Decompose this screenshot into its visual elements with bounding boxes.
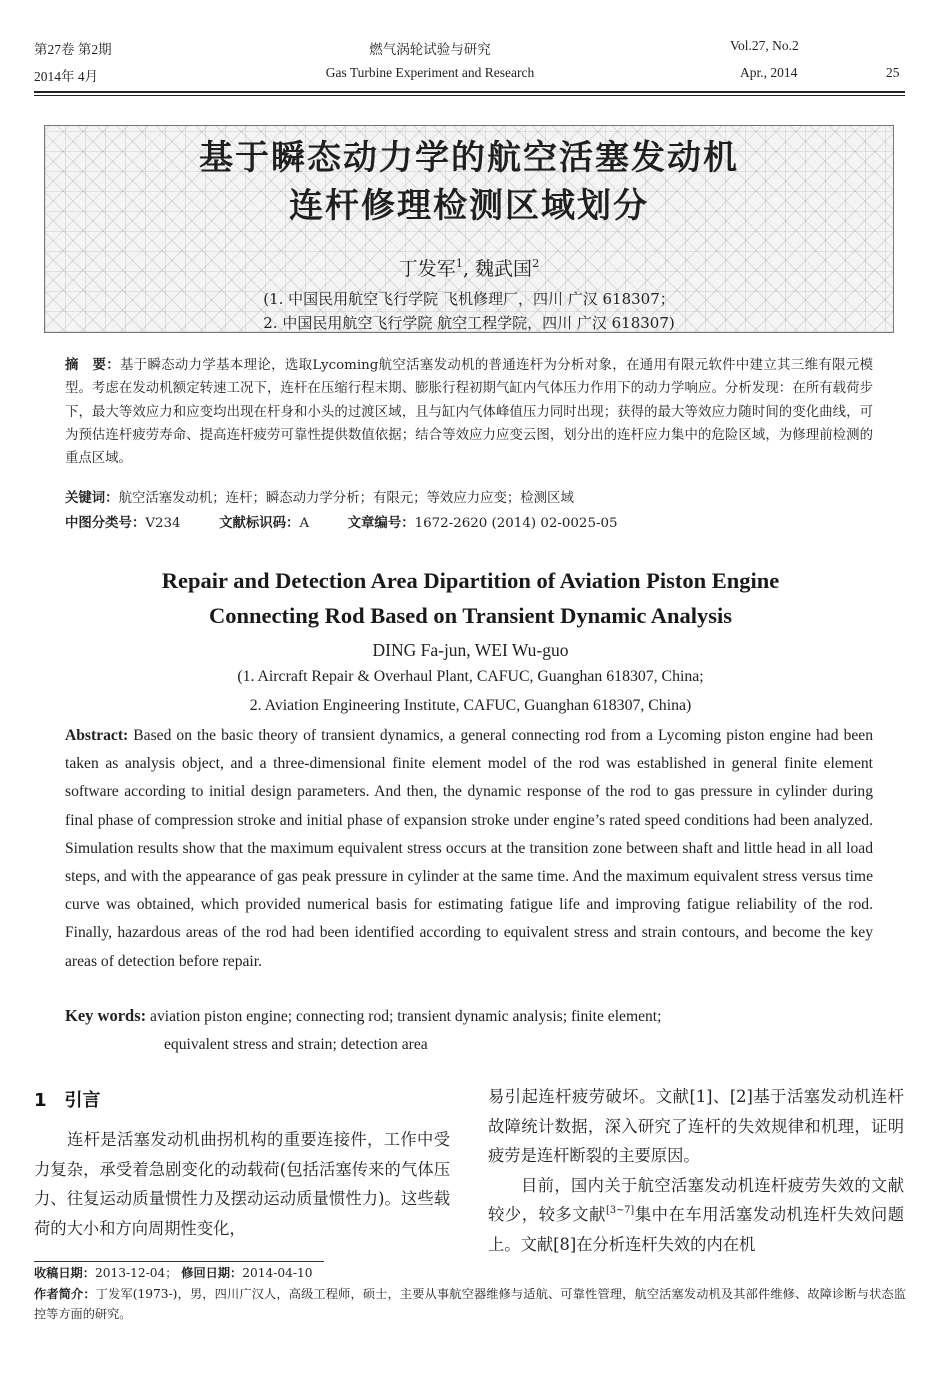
author-cn-1-sup: 1 — [455, 256, 463, 271]
keywords-cn-label: 关键词： — [65, 491, 119, 506]
bio-text: 丁发军(1973-)，男，四川广汉人，高级工程师，硕士，主要从事航空器维修与适航、可靠性管理，航空活塞发动机及其部件维修、故障诊断与状态监控等方面的研究。 — [34, 1287, 906, 1321]
affiliation-cn-1: (1. 中国民用航空飞行学院 飞机修理厂，四川 广汉 618307； — [263, 290, 675, 308]
author-cn-sep: , — [462, 258, 476, 280]
header-date-en: Apr., 2014 — [740, 65, 798, 80]
header-rule-thin — [34, 95, 905, 96]
revised-label: 修回日期： — [181, 1266, 243, 1280]
body-right-paragraph-2a: 目前，国内关于航空活塞发动机连杆疲劳失效的文献较少，较多文献 — [488, 1175, 904, 1224]
authors-en: DING Fa-jun, WEI Wu-guo — [372, 640, 569, 660]
bio-label: 作者简介： — [34, 1287, 96, 1301]
header-volume-en: Vol.27, No.2 — [730, 38, 799, 53]
affiliation-cn-2: 2. 中国民用航空飞行学院 航空工程学院，四川 广汉 618307) — [263, 314, 675, 332]
article-no-label: 文章编号： — [347, 516, 415, 531]
title-en-line1: Repair and Detection Area Dipartition of Aviation Piston Engine — [161, 568, 780, 593]
classification-line — [65, 512, 618, 531]
revised-date: 2014-04-10 — [242, 1266, 313, 1280]
section-1-heading: 1 引言 — [34, 1090, 101, 1111]
author-cn-2: 魏武国 — [475, 258, 533, 280]
title-en-line2: Connecting Rod Based on Transient Dynamic Analysis — [208, 603, 732, 628]
body-left-paragraph: 连杆是活塞发动机曲拐机构的重要连接件，工作中受力复杂，承受着急剧变化的动载荷(包括活塞传来的气体压力、往复运动质量惯性力及摆动运动质量惯性力)。这些载荷的大小和方向周期性变化， — [34, 1130, 450, 1238]
abstract-en — [65, 722, 873, 976]
header-journal-cn: 燃气涡轮试验与研究 — [369, 42, 491, 57]
authors-cn — [45, 254, 893, 281]
affiliation-en-2: 2. Aviation Engineering Institute, CAFUC, Guanghan 618307, China) — [249, 697, 692, 714]
received-label: 收稿日期： — [34, 1266, 95, 1280]
footnote-bio — [34, 1285, 906, 1324]
abstract-cn-text: 基于瞬态动力学基本理论，选取Lycoming航空活塞发动机的普通连杆为分析对象，在通用有限元软件中建立其三维有限元模型。考虑在发动机额定转速工况下，连杆在压缩行程末期、膨胀行程初期气缸内气体压力作用下的动力学响应。分析发现：在所有载荷步下，最大等效应力和应变均出现在杆身和小头的过渡区域，且与缸内气体峰值压力同时出现；获得的最大等效应力随时间的变化曲线，可为预估连杆疲劳寿命、提高连杆疲劳可靠性提供数值依据；结合等效应力应变云图，划分出的连杆应力集中的危险区域，为修理前检测的重点区域。 — [65, 358, 873, 467]
header-volume-cn: 第27卷 第2期 — [34, 42, 112, 57]
keywords-en-line2: equivalent stress and strain; detection area — [164, 1036, 428, 1053]
doc-code-label: 文献标识码： — [219, 516, 300, 531]
received-date: 2013-12-04； — [94, 1266, 178, 1280]
doc-code-value: A — [299, 516, 310, 531]
abstract-cn-label: 摘 要： — [65, 358, 120, 373]
footnote-rule — [34, 1261, 324, 1262]
footnote-dates — [34, 1264, 313, 1284]
keywords-cn-text: 航空活塞发动机；连杆；瞬态动力学分析；有限元；等效应力应变；检测区域 — [118, 491, 574, 506]
abstract-en-label: Abstract: — [65, 727, 129, 744]
title-box — [44, 125, 894, 333]
keywords-en-label: Key words: — [65, 1006, 147, 1025]
body-right-paragraph-2 — [488, 1171, 904, 1260]
header-date-cn: 2014年 4月 — [34, 69, 99, 84]
header-journal-en: Gas Turbine Experiment and Research — [325, 65, 535, 80]
title-cn-line2: 连杆修理检测区域划分 — [289, 186, 649, 226]
keywords-en-line1: aviation piston engine; connecting rod; transient dynamic analysis; finite element; — [150, 1008, 662, 1025]
header-page-number: 25 — [886, 65, 900, 80]
title-cn-line1: 基于瞬态动力学的航空活塞发动机 — [199, 138, 739, 178]
body-right-paragraph-1: 易引起连杆疲劳破坏。文献[1]、[2]基于活塞发动机连杆故障统计数据，深入研究了连杆的失效规律和机理，证明疲劳是连杆断裂的主要原因。 — [488, 1087, 904, 1165]
affiliation-en-1: (1. Aircraft Repair & Overhaul Plant, CAFUC, Guanghan 618307, China; — [237, 668, 704, 685]
body-right-paragraph-2b: 集中在车用活塞发动机连杆失效问题上。文献[8]在分析连杆失效的内在机 — [488, 1205, 904, 1254]
body-right-column — [488, 1082, 904, 1259]
header-rule — [34, 91, 905, 93]
keywords-en — [65, 1006, 661, 1026]
keywords-cn — [65, 487, 574, 506]
abstract-en-text: Based on the basic theory of transient dynamics, a general connecting rod from a Lycoming piston engine had been taken as analysis object, and a three-dimensional finite element model of the rod was established in general finite element software according to initial design parameters. And then, the dynamic response of the rod to gas pressure in cylinder during final phase of compression stroke and initial phase of expansion stroke under engine’s rated speed conditions had been analyzed. Simulation results show that the maximum equivalent stress occurs at the transition zone between shaft and little head in all load steps, and with the appearance of gas peak pressure in cylinder at the same time. And the maximum equivalent stress versus time curve was obtained, which provided numerical basis for estimating fatigue life and improving fatigue reliability of the rod. Finally, hazardous areas of the rod had been identified according to equivalent stress and strain contours, and become the key areas of detection before repair. — [65, 727, 873, 970]
abstract-cn — [65, 354, 873, 470]
author-cn-2-sup: 2 — [532, 256, 540, 271]
clc-label: 中图分类号： — [65, 516, 146, 531]
article-no-value: 1672-2620 (2014) 02-0025-05 — [414, 516, 618, 531]
citation-3-7: [3~7] — [606, 1205, 635, 1217]
clc-value: V234 — [145, 516, 181, 531]
author-cn-1: 丁发军 — [398, 258, 456, 280]
